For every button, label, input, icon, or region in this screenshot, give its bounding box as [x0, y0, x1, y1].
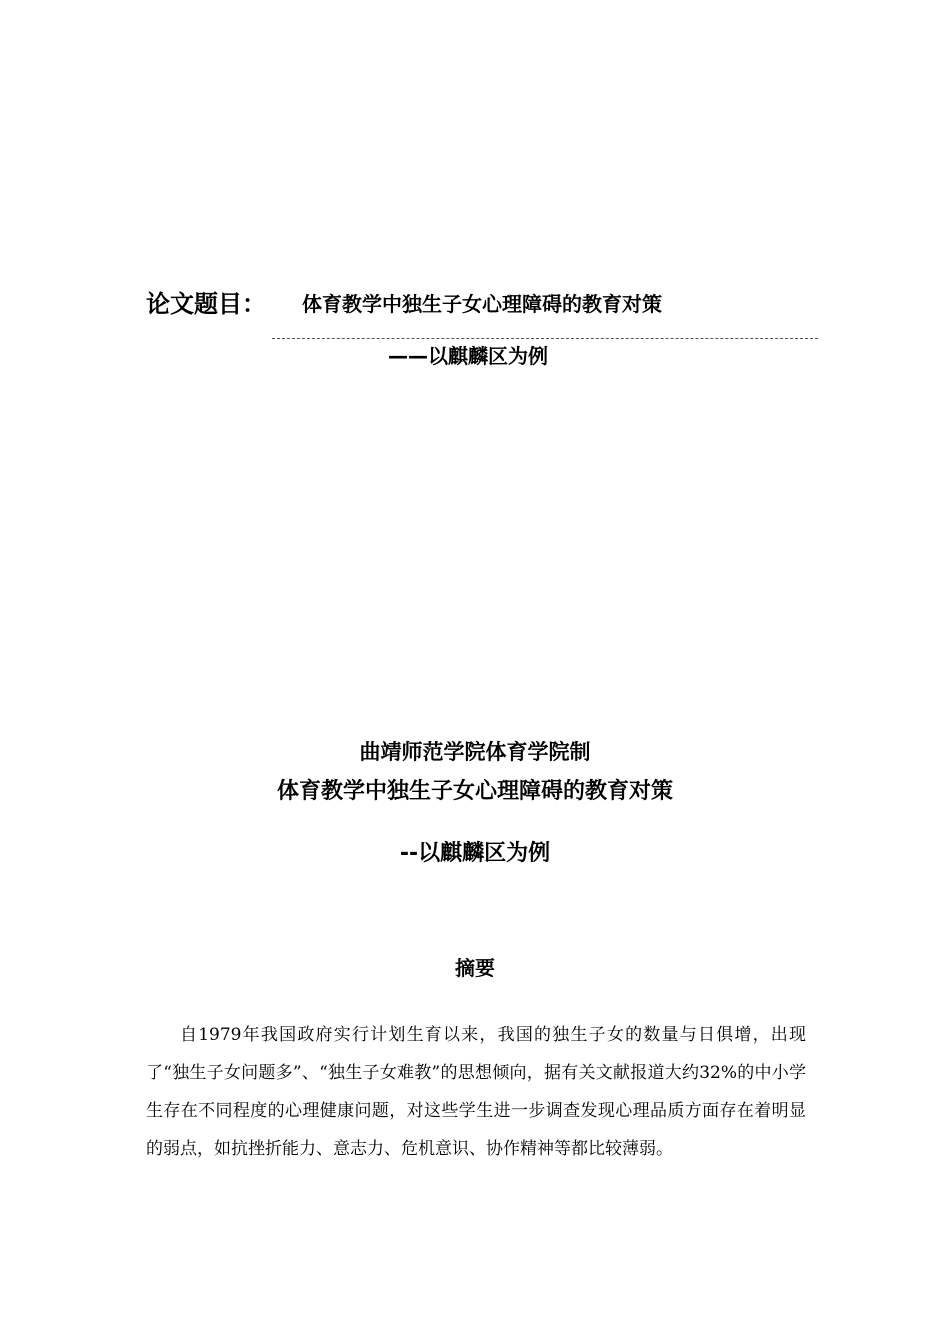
institution-name: 曲靖师范学院体育学院制 [359, 740, 591, 764]
abstract-paragraph: 自1979年我国政府实行计划生育以来，我国的独生子女的数量与日俱增，出现了“独生子女问题多”、“独生子女难教”的思想倾向，据有关文献报道大约32%的中小学生存在不同程度的心理健康问题，对这些学生进一步调查发现心理品质方面存在着明显的弱点，如抗挫折能力、意志力、危机意识、协作精神等都比较薄弱。 [146, 1025, 806, 1159]
cover-thesis-title: 体育教学中独生子女心理障碍的教育对策 [302, 292, 662, 316]
cover-thesis-subtitle: ——以麒麟区为例 [388, 344, 548, 368]
document-subtitle: --以麒麟区为例 [399, 841, 551, 866]
thesis-title-label: 论文题目： [146, 290, 266, 318]
document-title: 体育教学中独生子女心理障碍的教育对策 [276, 779, 673, 804]
title-underline-divider [272, 338, 818, 339]
abstract-heading: 摘要 [455, 956, 495, 980]
